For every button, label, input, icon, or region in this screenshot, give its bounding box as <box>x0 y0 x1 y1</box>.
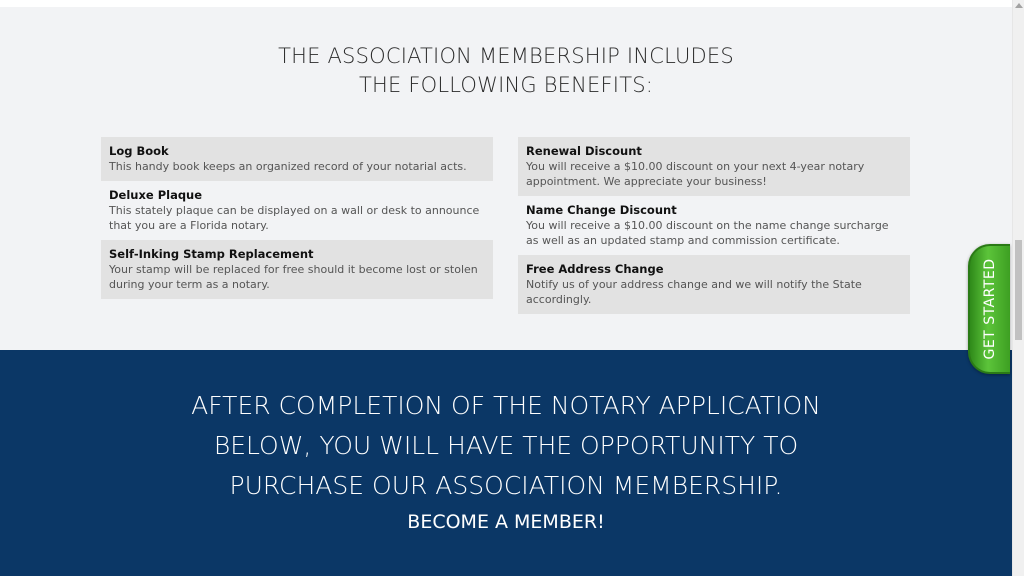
benefits-heading-line1: THE ASSOCIATION MEMBERSHIP INCLUDES <box>278 44 734 68</box>
benefits-right-column <box>518 137 910 314</box>
benefit-title: Renewal Discount <box>526 144 642 158</box>
benefit-log-book <box>101 137 493 181</box>
benefit-description: Notify us of your address change and we will notify the State accordingly. <box>526 278 862 306</box>
benefit-title: Name Change Discount <box>526 203 677 217</box>
scroll-up-arrow-icon[interactable] <box>1015 3 1023 8</box>
membership-cta-section <box>0 350 1012 576</box>
benefit-free-address-change <box>518 255 910 314</box>
benefit-title: Free Address Change <box>526 262 664 276</box>
top-strip <box>0 0 1012 7</box>
become-member-link[interactable]: BECOME A MEMBER! <box>407 511 605 533</box>
get-started-tab[interactable] <box>968 244 1010 374</box>
benefit-renewal-discount <box>518 137 910 196</box>
benefit-title: Deluxe Plaque <box>109 188 203 202</box>
benefit-deluxe-plaque <box>101 181 493 240</box>
cta-heading-line3: PURCHASE OUR ASSOCIATION MEMBERSHIP. <box>229 471 783 500</box>
benefit-description: This handy book keeps an organized record of your notarial acts. <box>109 160 467 173</box>
benefit-description: You will receive a $10.00 discount on the name change surcharge as well as an updated stamp and commission certificate. <box>526 219 889 247</box>
benefits-left-column <box>101 137 493 299</box>
get-started-label: GET STARTED <box>982 258 998 360</box>
scrollbar-thumb[interactable] <box>1015 240 1022 340</box>
benefit-name-change-discount <box>518 196 910 255</box>
vertical-scrollbar[interactable] <box>1012 0 1024 576</box>
benefit-description: Your stamp will be replaced for free should it become lost or stolen during your term as a notary. <box>109 263 478 291</box>
benefit-stamp-replacement <box>101 240 493 299</box>
benefit-title: Self-Inking Stamp Replacement <box>109 247 314 261</box>
benefits-section <box>0 7 1012 350</box>
cta-heading <box>0 386 1012 506</box>
cta-heading-line2: BELOW, YOU WILL HAVE THE OPPORTUNITY TO <box>213 431 799 460</box>
benefits-heading-line2: THE FOLLOWING BENEFITS: <box>358 73 654 97</box>
benefit-description: You will receive a $10.00 discount on your next 4-year notary appointment. We appreciate your business! <box>526 160 865 188</box>
benefit-title: Log Book <box>109 144 169 158</box>
benefits-heading <box>0 42 1012 100</box>
cta-heading-line1: AFTER COMPLETION OF THE NOTARY APPLICATION <box>191 391 821 420</box>
benefit-description: This stately plaque can be displayed on a wall or desk to announce that you are a Florida notary. <box>109 204 480 232</box>
